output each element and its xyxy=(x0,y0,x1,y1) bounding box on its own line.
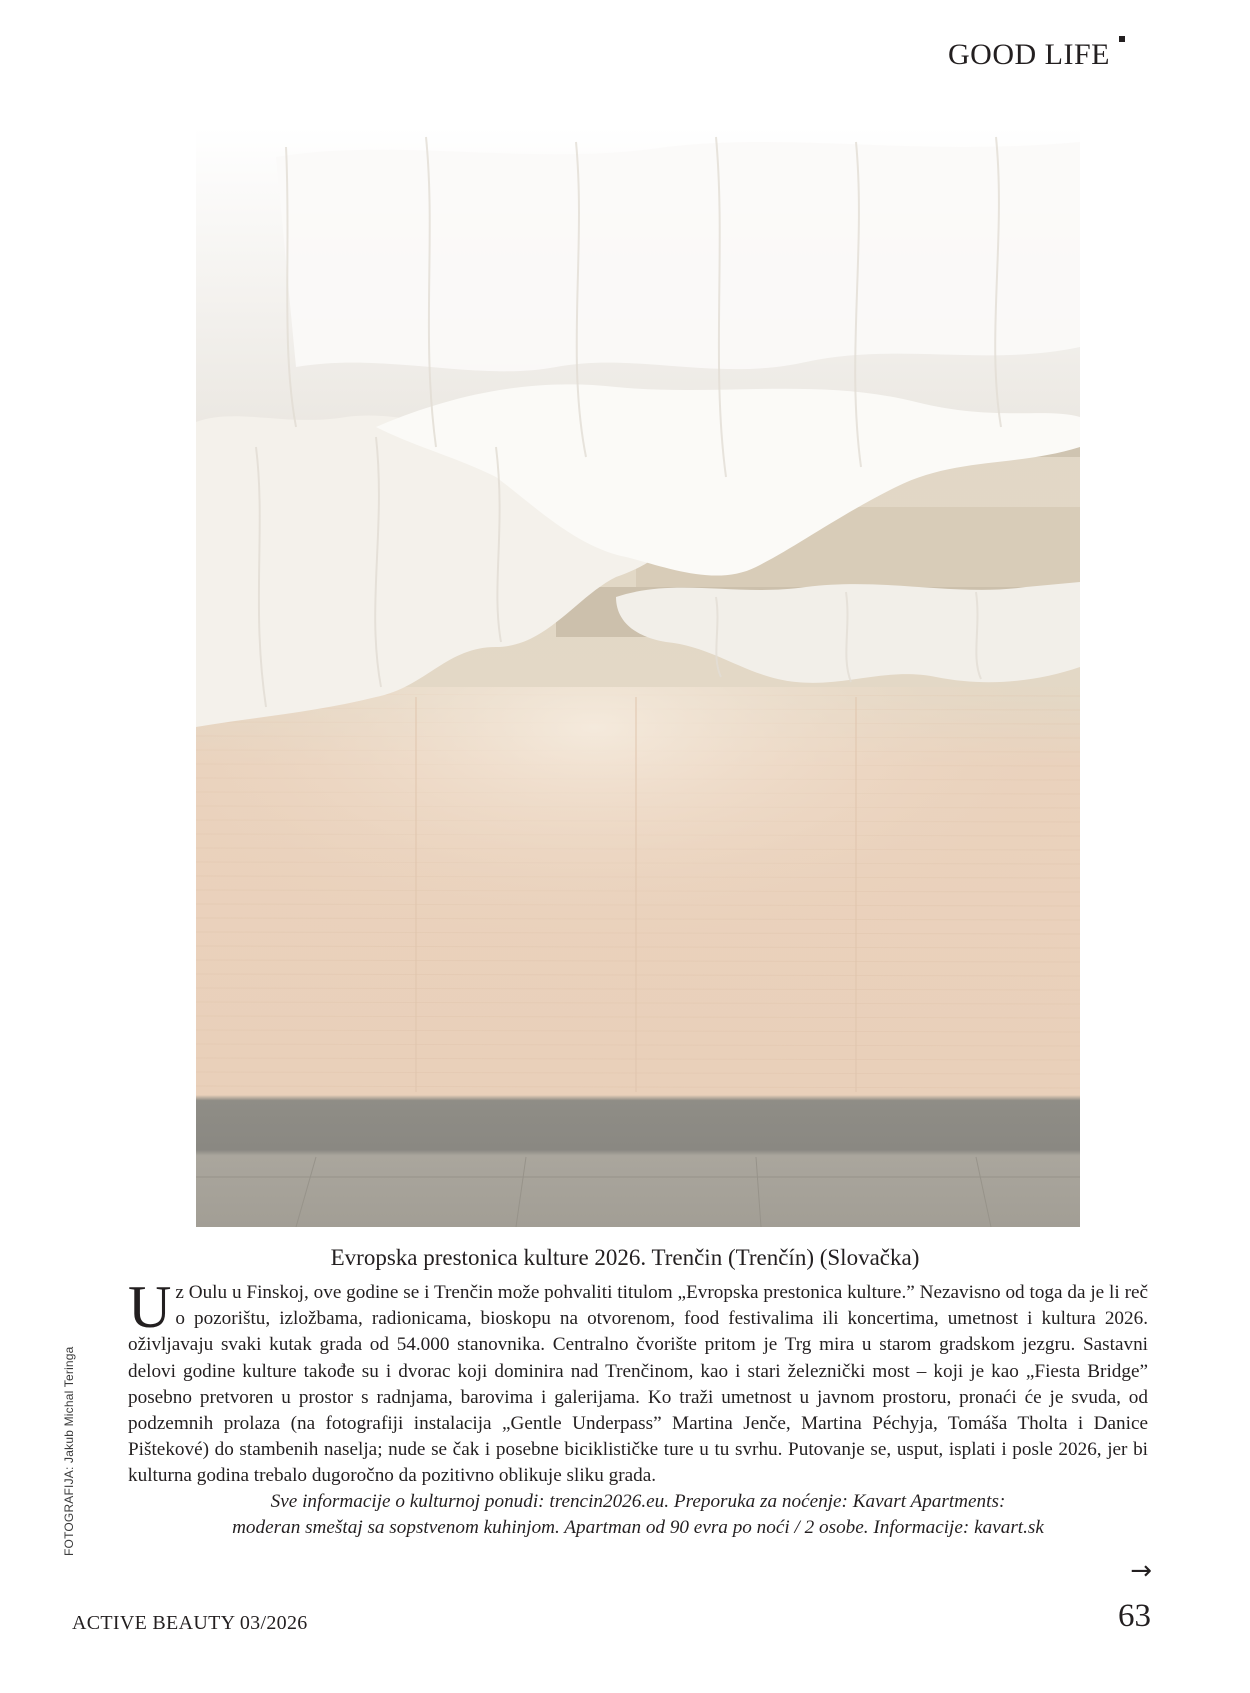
floor-joint xyxy=(516,1157,526,1227)
section-dot xyxy=(1119,36,1125,42)
art-installation-photo xyxy=(196,127,1080,1227)
article-body-text: z Oulu u Finskoj, ove godine se i Trenčin može pohvaliti titulom „Evropska prestonica kulture.” Nezavisno od toga da je li reč o pozorištu, izložbama, radionicama, bioskopu na otvorenom, food festivalima ili koncertima, umetnost i kultura 2026. oživljavaju svaki kutak grada od 54.000 stanovnika. Centralno čvorište pritom je Trg mira u starom gradskom jezgru. Sastavni delovi godine kulture takođe su i dvorac koji dominira nad Trenčinom, kao i stari železnički most – koji je kao „Fiesta Bridge” posebno pretvoren u prostor s radnjama, barovima i galerijama. Ko traži umetnost u javnom prostoru, pronaći će je svuda, od podzemnih prolaza (na fotografiji instalacija „Gentle Underpass” Martina Jenče, Martina Péchyja, Tomáša Tholta i Danice Pištekové) do stambenih naselja; nude se čak i posebne biciklističke ture u tu svrhu. Putovanje se, usput, isplati i posle 2026, jer bi kulturna godina trebalo dugoročno da pozitivno oblikuje sliku grada. xyxy=(128,1282,1148,1487)
info-line-1: Sve informacije o kulturnoj ponudi: trencin2026.eu. Preporuka za noćenje: Kavart Apartments: xyxy=(270,1491,1006,1512)
floor-joint xyxy=(976,1157,991,1227)
drop-cap: U xyxy=(128,1274,172,1340)
section-label: GOOD LIFE xyxy=(948,38,1110,71)
wall-light xyxy=(196,687,1080,1092)
article-headline: Evropska prestonica kulture 2026. Trenčin (Trenčín) (Slovačka) xyxy=(330,1245,920,1270)
floor-joint xyxy=(756,1157,761,1227)
page-number: 63 xyxy=(1118,1598,1151,1634)
arrow-right-icon: → xyxy=(1130,1556,1152,1586)
article-photo xyxy=(196,127,1080,1227)
info-box xyxy=(128,1489,1148,1541)
info-line-2: moderan smeštaj sa sopstvenom kuhinjom. Apartman od 90 evra po noći / 2 osobe. Informacije: kavart.sk xyxy=(232,1517,1044,1538)
article-body xyxy=(128,1274,1148,1490)
fabric-canopy xyxy=(276,142,1080,371)
magazine-issue: ACTIVE BEAUTY 03/2026 xyxy=(72,1612,308,1634)
photo-credit: FOTOGRAFIJA: Jakub Michal Teringa xyxy=(62,1346,76,1556)
floor-joint xyxy=(296,1157,316,1227)
